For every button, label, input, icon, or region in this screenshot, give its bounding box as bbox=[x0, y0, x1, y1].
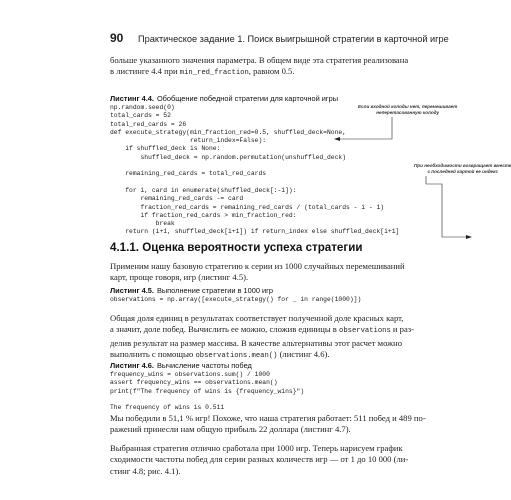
text-line bbox=[110, 338, 472, 349]
annotation-line: с последней картой ее индекс bbox=[427, 169, 498, 174]
text-run: в листинге 4.4 при bbox=[110, 66, 180, 77]
code-line: shuffled_deck = np.random.permutation(unshuffled_deck) bbox=[110, 153, 347, 161]
text-run: стинг 4.8; рис. 4.1). bbox=[110, 465, 181, 476]
text-run: выполнить с помощью bbox=[110, 349, 196, 360]
annotation-line: При необходимости возвращает вместе bbox=[414, 163, 511, 168]
result-paragraph bbox=[110, 413, 472, 436]
text-line bbox=[110, 413, 472, 424]
listing-caption-text: Вычисление частоты побед bbox=[156, 361, 252, 370]
code-line: np.random.seed(0) bbox=[110, 104, 175, 111]
code-line: total_red_cards = 26 bbox=[110, 120, 187, 128]
text-run: Выбранная стратегия отлично сработала при 1000 игр. Теперь нарисуем график bbox=[110, 443, 403, 453]
text-line bbox=[110, 66, 472, 79]
inline-code: observations.mean() bbox=[195, 352, 278, 361]
listing-label: Листинг 4.4. bbox=[110, 94, 154, 103]
annotation-line: Если входной колоды нет, перемешивает bbox=[358, 104, 458, 109]
listing-caption-text: Выполнение стратегии в 1000 игр bbox=[156, 286, 273, 295]
annotation-line: неперетасованную колоду bbox=[376, 110, 440, 115]
intro-paragraph bbox=[110, 55, 472, 80]
listing-label: Листинг 4.5. bbox=[110, 286, 154, 295]
text-run: Общая доля единиц в результатах соответствует полученной доле красных карт, bbox=[110, 313, 404, 323]
page-number: 90 bbox=[110, 31, 124, 45]
code-line bbox=[110, 396, 490, 404]
text-line bbox=[110, 443, 472, 454]
text-line bbox=[110, 261, 472, 272]
listing-caption-text: Обобщение победной стратегии для карточной игры bbox=[156, 94, 339, 103]
code-line: assert frequency_wins == observations.mean() bbox=[110, 379, 278, 387]
code-line: print(f"The frequency of wins is {frequency_wins}") bbox=[110, 387, 305, 395]
code-line bbox=[110, 179, 490, 187]
text-line bbox=[110, 466, 472, 477]
code-line: remaining_red_cards -= card bbox=[110, 195, 244, 203]
code-line: remaining_red_cards = total_red_cards bbox=[110, 170, 267, 178]
code-annotation-index bbox=[414, 163, 511, 175]
listing-4-6-code bbox=[110, 371, 490, 412]
text-run: делив результат на размер массива. В качестве альтернативы этот расчет можно bbox=[110, 337, 403, 348]
code-line: def execute_strategy(min_fraction_red=0.5, shuffled_deck=None, bbox=[110, 128, 347, 136]
text-line bbox=[110, 313, 472, 324]
text-line bbox=[110, 424, 472, 435]
text-line bbox=[110, 454, 472, 465]
chapter-title: Практическое задание 1. Поиск выигрышной стратегии в карточной игре bbox=[138, 34, 449, 44]
code-line: if fraction_red_cards > min_fraction_red: bbox=[110, 211, 297, 219]
inline-code: min_red_fraction bbox=[179, 69, 249, 78]
text-run: а значит, доле побед. Вычислить ее можно, сложив единицы в bbox=[110, 324, 339, 335]
text-line bbox=[110, 324, 472, 337]
code-line: frequency_wins = observations.sum() / 1000 bbox=[110, 371, 270, 378]
code-line: The frequency of wins is 0.511 bbox=[110, 404, 225, 412]
code-line: for i, card in enumerate(shuffled_deck[:-1]): bbox=[110, 186, 297, 194]
code-line: observations = np.array([execute_strategy() for _ in range(1000)]) bbox=[110, 296, 362, 303]
code-annotation-shuffle bbox=[358, 104, 457, 116]
text-run: ражений принесли нам общую прибыль 22 доллара (листинг 4.7). bbox=[110, 424, 351, 435]
listing-4-5-code bbox=[110, 296, 490, 304]
section-heading: 4.1.1. Оценка вероятности успеха стратегии bbox=[110, 241, 363, 254]
code-line: return (i+1, shuffled_deck[i+1]) if return_index else shuffled_deck[i+1] bbox=[110, 228, 400, 236]
share-paragraph bbox=[110, 313, 472, 363]
code-line: total_cards = 52 bbox=[110, 112, 171, 120]
code-line: if shuffled_deck is None: bbox=[110, 145, 221, 153]
code-line: break bbox=[110, 220, 175, 228]
apply-paragraph bbox=[110, 261, 472, 284]
code-line: fraction_red_cards = remaining_red_cards / (total_cards - i - 1) bbox=[110, 203, 385, 211]
text-run: Мы победили в 51,1 % игр! Похоже, что наша стратегия работает: 511 побед и 489 по- bbox=[110, 413, 426, 423]
text-run: больше указанного значения параметра. В общем виде эта стратегия реализована bbox=[110, 55, 409, 65]
listing-label: Листинг 4.6. bbox=[110, 361, 154, 370]
listing-4-5-caption bbox=[110, 286, 273, 295]
running-header bbox=[110, 31, 470, 47]
inline-code: observations bbox=[339, 327, 391, 336]
text-run: сходимости частоты побед для серии разных количеств игр — от 1 до 10 000 (ли- bbox=[110, 454, 409, 465]
text-run: (листинг 4.6). bbox=[277, 349, 330, 360]
code-line: return_index=False): bbox=[110, 137, 267, 145]
text-run: , равном 0.5. bbox=[248, 66, 295, 77]
next-paragraph bbox=[110, 443, 472, 477]
text-run: и раз- bbox=[390, 324, 415, 335]
text-run: Применим нашу базовую стратегию к серии из 1000 случайных перемешиваний bbox=[110, 261, 405, 271]
text-line bbox=[110, 55, 472, 66]
listing-4-6-caption bbox=[110, 361, 252, 370]
text-line bbox=[110, 272, 472, 283]
listing-4-4-caption bbox=[110, 94, 338, 103]
text-run: карт, проще говоря, игр (листинг 4.5). bbox=[110, 272, 249, 283]
